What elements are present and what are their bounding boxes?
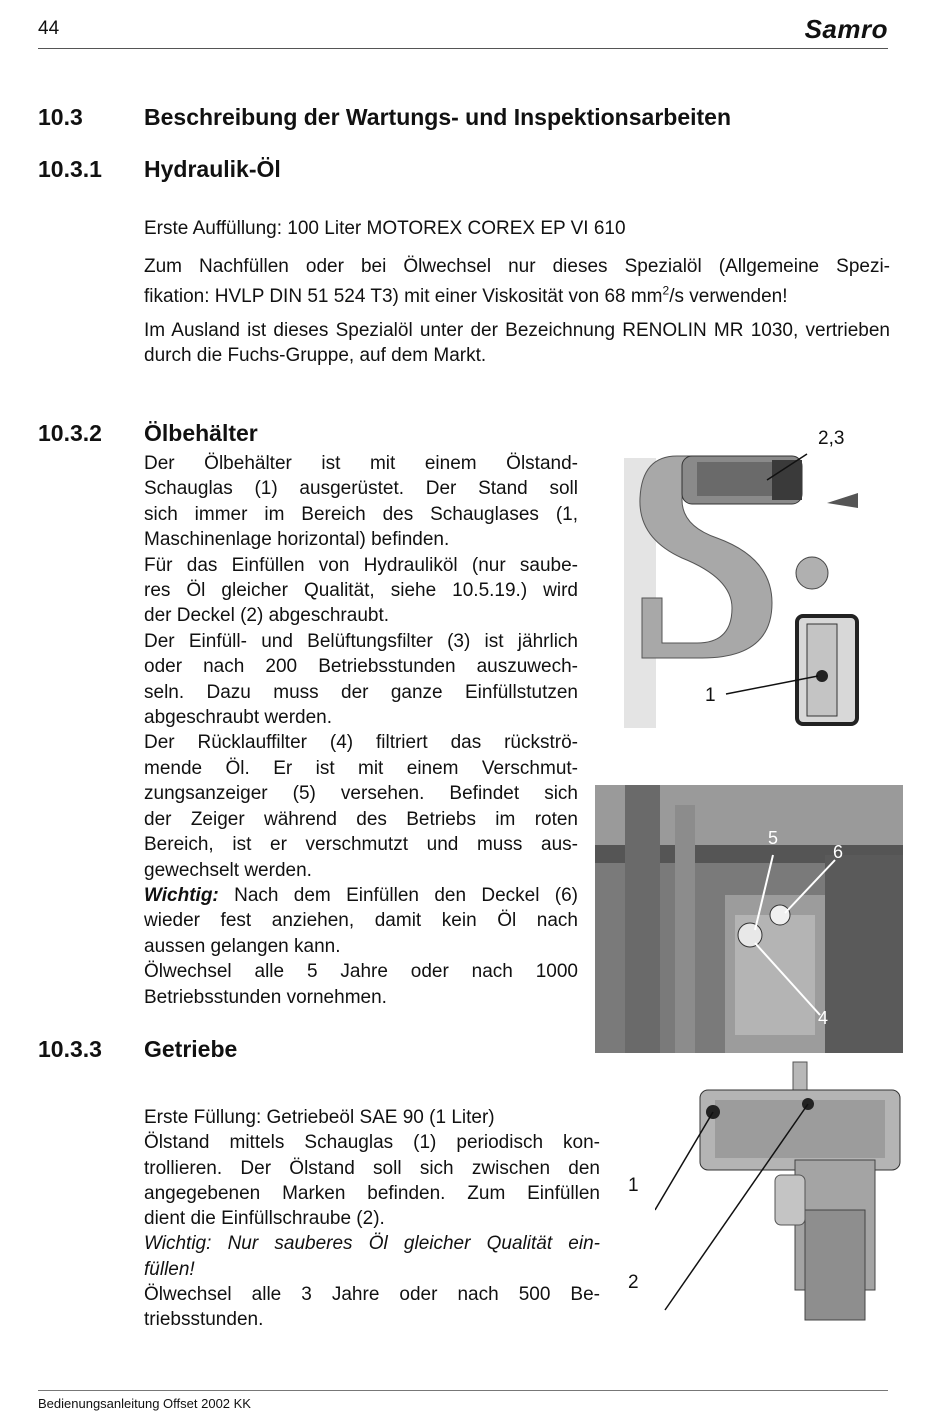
figure-label: 1: [628, 1175, 639, 1196]
figure-label: 6: [833, 842, 844, 862]
text-line: aussen gelangen kann.: [144, 935, 341, 957]
paragraph-abroad: Im Ausland ist dieses Spezialöl unter der Bezeichnung RENOLIN MR 1030, vertrieben durch die Fuchs-Gruppe, auf dem Markt.: [144, 320, 890, 366]
figure-label: 5: [768, 828, 779, 848]
text-line: dient die Einfüllschraube (2).: [144, 1208, 385, 1230]
text-line: angegebenen Marken befinden. Zum Einfüllen: [144, 1182, 600, 1204]
text-line: abgeschraubt werden.: [144, 707, 333, 729]
text-line: Erste Füllung: Getriebeöl SAE 90 (1 Liter): [144, 1107, 495, 1128]
text-line: Der Ölbehälter ist mit einem Ölstand-: [144, 453, 578, 474]
text-line: Ölstand mittels Schauglas (1) periodisch kon-: [144, 1132, 600, 1154]
section-title: Beschreibung der Wartungs- und Inspektionsarbeiten: [144, 104, 731, 130]
text-span: Nach dem Einfüllen den Deckel (6): [218, 884, 578, 906]
text-line: gewechselt werden.: [144, 859, 312, 881]
text-line: der Zeiger während des Betriebs im roten: [144, 808, 578, 830]
footer-rule: [38, 1390, 888, 1391]
text-line: Maschinenlage horizontal) befinden.: [144, 529, 450, 551]
figure-label: 1: [705, 685, 716, 706]
important-label: Wichtig:: [144, 884, 219, 906]
figure-label: 2,3: [818, 428, 845, 449]
text-line: Bereich, ist er verschmutzt und muss aus-: [144, 834, 578, 856]
text-line: Zum Nachfüllen oder bei Ölwechsel nur dieses Spezialöl (Allgemeine Spezi-: [144, 256, 890, 277]
text-line: der Deckel (2) abgeschraubt.: [144, 605, 390, 627]
oil-tank-text: [144, 451, 578, 1010]
superscript: 2: [662, 284, 670, 298]
text-line: Betriebsstunden vornehmen.: [144, 986, 387, 1008]
subsection-title: Ölbehälter: [144, 420, 258, 446]
text-line: wieder fest anziehen, damit kein Öl nach: [144, 910, 578, 932]
subsection-number: 10.3.3: [38, 1036, 102, 1062]
text-line: seln. Dazu muss der ganze Einfüllstutzen: [144, 681, 578, 703]
footer-text: Bedienungsanleitung Offset 2002 KK: [38, 1396, 251, 1411]
text-line: zungsanzeiger (5) versehen. Befindet sich: [144, 783, 578, 805]
paragraph-refill: [144, 254, 890, 309]
text-line: triebsstunden.: [144, 1309, 264, 1331]
paragraph-first-fill: Erste Auffüllung: 100 Liter MOTOREX COREX EP VI 610: [144, 218, 626, 239]
oil-tank-photo: [622, 448, 862, 730]
text-line: trollieren. Der Ölstand soll sich zwischen den: [144, 1157, 600, 1179]
subsection-number: 10.3.1: [38, 156, 102, 182]
text-span: /s verwenden!: [669, 286, 788, 308]
text-line: Ölwechsel alle 5 Jahre oder nach 1000: [144, 961, 578, 983]
gearbox-photo: [655, 1060, 903, 1330]
subsection-title: Getriebe: [144, 1036, 238, 1062]
figure-label: 4: [818, 1008, 829, 1028]
text-line: Für das Einfüllen von Hydrauliköl (nur saube-: [144, 554, 578, 576]
page-number: 44: [38, 18, 60, 39]
text-line: mende Öl. Er ist mit einem Verschmut-: [144, 757, 578, 779]
text-line: oder nach 200 Betriebsstunden auszuwech-: [144, 656, 578, 678]
text-line: Schauglas (1) ausgerüstet. Der Stand soll: [144, 478, 578, 500]
text-line: Ölwechsel alle 3 Jahre oder nach 500 Be-: [144, 1284, 600, 1306]
text-line: Der Rücklauffilter (4) filtriert das rückströ-: [144, 732, 578, 754]
header-rule: [38, 48, 888, 49]
subsection-number: 10.3.2: [38, 420, 102, 446]
subsection-title: Hydraulik-Öl: [144, 156, 281, 182]
text-line: Der Einfüll- und Belüftungsfilter (3) ist jährlich: [144, 630, 578, 652]
figure-label: 2: [628, 1272, 639, 1293]
text-span: fikation: HVLP DIN 51 524 T3) mit einer Viskosität von 68 mm: [144, 286, 663, 308]
text-line: [144, 286, 788, 307]
text-line: füllen!: [144, 1258, 195, 1280]
text-line: sich immer im Bereich des Schauglases (1,: [144, 503, 578, 525]
gearbox-text: [144, 1105, 600, 1333]
section-number: 10.3: [38, 104, 83, 130]
text-line: res Öl gleicher Qualität, siehe 10.5.19.) wird: [144, 580, 578, 602]
text-line: Wichtig: Nur sauberes Öl gleicher Qualität ein-: [144, 1233, 600, 1255]
text-line: [144, 883, 578, 908]
return-filter-photo: [595, 785, 903, 1053]
brand-logo: Samro: [804, 14, 888, 44]
